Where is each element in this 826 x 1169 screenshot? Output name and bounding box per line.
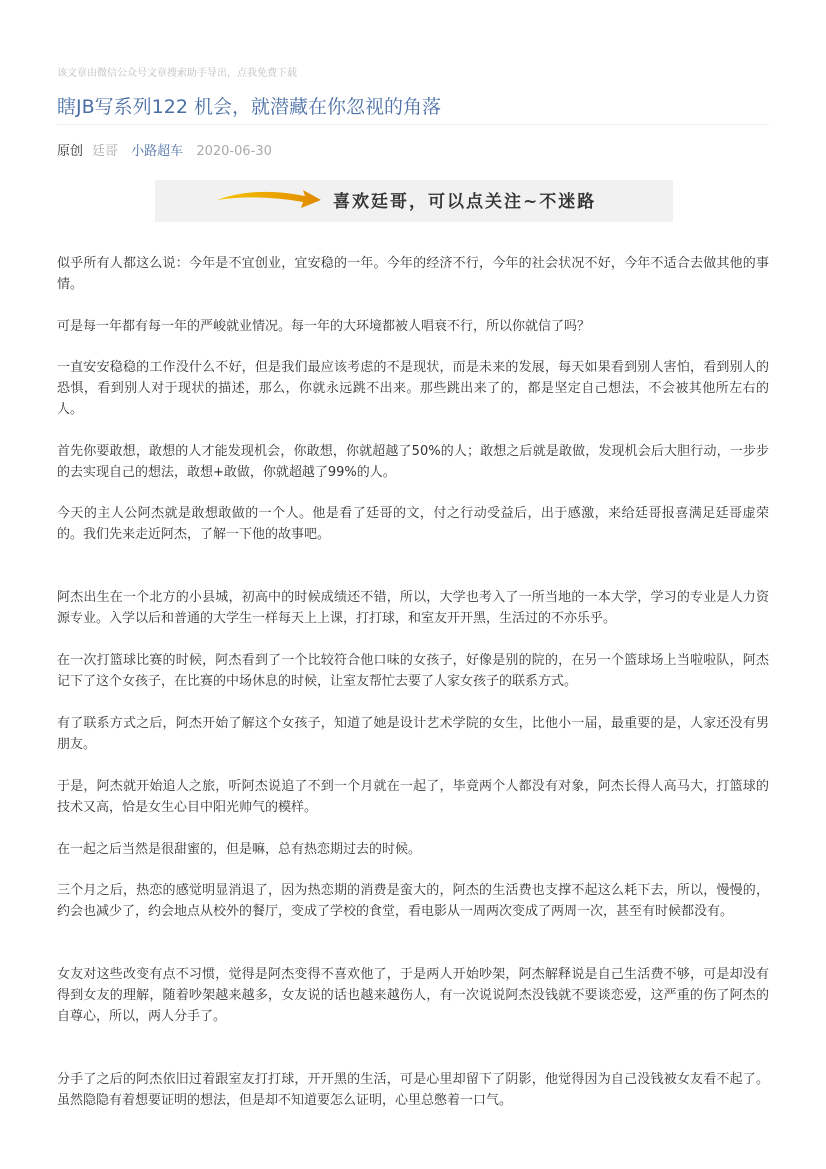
paragraph: 似乎所有人都这么说：今年是不宜创业，宜安稳的一年。今年的经济不行，今年的社会状况不好，今年不适合去做其他的事情。 bbox=[57, 256, 769, 292]
follow-banner bbox=[155, 180, 673, 222]
article-meta bbox=[57, 140, 281, 159]
paragraph: 有了联系方式之后，阿杰开始了解这个女孩子，知道了她是设计艺术学院的女生，比他小一届，最重要的是，人家还没有男朋友。 bbox=[57, 716, 769, 752]
title-divider bbox=[57, 124, 769, 125]
author-name: 廷哥 bbox=[92, 144, 119, 159]
export-notice-link[interactable]: 该文章由微信公众号文章搜索助手导出，点我免费下载 bbox=[57, 68, 297, 79]
paragraph: 在一起之后当然是很甜蜜的，但是嘛，总有热恋期过去的时候。 bbox=[57, 842, 422, 857]
paragraph: 于是，阿杰就开始追人之旅，听阿杰说追了不到一个月就在一起了，毕竟两个人都没有对象，阿杰长得人高马大，打篮球的技术又高，恰是女生心目中阳光帅气的模样。 bbox=[57, 779, 769, 815]
paragraph: 阿杰出生在一个北方的小县城，初高中的时候成绩还不错，所以，大学也考入了一所当地的一本大学，学习的专业是人力资源专业。入学以后和普通的大学生一样每天上上课，打打球，和室友开开黑，生活过的不亦乐乎。 bbox=[57, 590, 769, 626]
original-label: 原创 bbox=[57, 144, 84, 159]
banner-text: 喜欢廷哥，可以点关注~不迷路 bbox=[333, 192, 597, 212]
paragraph: 女友对这些改变有点不习惯，觉得是阿杰变得不喜欢他了，于是两人开始吵架，阿杰解释说是自己生活费不够，可是却没有得到女友的理解，随着吵架越来越多，女友说的话也越来越伤人，有一次说说阿杰没钱就不要谈恋爱，这严重的伤了阿杰的自尊心，所以，两人分手了。 bbox=[57, 967, 769, 1024]
account-link[interactable]: 小路超车 bbox=[131, 144, 184, 159]
paragraph: 在一次打篮球比赛的时候，阿杰看到了一个比较符合他口味的女孩子，好像是别的院的，在另一个篮球场上当啦啦队，阿杰记下了这个女孩子，在比赛的中场休息的时候，让室友帮忙去要了人家女孩子的联系方式。 bbox=[57, 653, 769, 689]
paragraph: 可是每一年都有每一年的严峻就业情况。每一年的大环境都被人唱衰不行，所以你就信了吗？ bbox=[57, 319, 591, 334]
paragraph: 一直安安稳稳的工作没什么不好，但是我们最应该考虑的不是现状，而是未来的发展，每天如果看到别人害怕，看到别人的恐惧，看到别人对于现状的描述，那么，你就永远跳不出来。那些跳出来了的，都是坚定自己想法，不会被其他所左右的人。 bbox=[57, 360, 769, 417]
paragraph: 分手了之后的阿杰依旧过着跟室友打打球，开开黑的生活，可是心里却留下了阴影，他觉得因为自己没钱被女友看不起了。虽然隐隐有着想要证明的想法，但是却不知道要怎么证明，心里总憋着一口气。 bbox=[57, 1072, 769, 1108]
paragraph: 三个月之后，热恋的感觉明显消退了，因为热恋期的消费是蛮大的，阿杰的生活费也支撑不起这么耗下去，所以，慢慢的，约会也减少了，约会地点从校外的餐厅，变成了学校的食堂，看电影从一周两次变成了两周一次，甚至有时候都没有。 bbox=[57, 883, 769, 919]
paragraph: 今天的主人公阿杰就是敢想敢做的一个人。他是看了廷哥的文，付之行动受益后，出于感激，来给廷哥报喜满足廷哥虚荣的。我们先来走近阿杰，了解一下他的故事吧。 bbox=[57, 506, 769, 542]
paragraph: 首先你要敢想，敢想的人才能发现机会，你敢想，你就超越了50%的人；敢想之后就是敢做，发现机会后大胆行动，一步步的去实现自己的想法，敢想+敢做，你就超越了99%的人。 bbox=[57, 444, 769, 480]
article-title: 瞎JB写系列122 机会，就潜藏在你忽视的角落 bbox=[57, 96, 441, 118]
publish-date: 2020-06-30 bbox=[196, 144, 272, 159]
